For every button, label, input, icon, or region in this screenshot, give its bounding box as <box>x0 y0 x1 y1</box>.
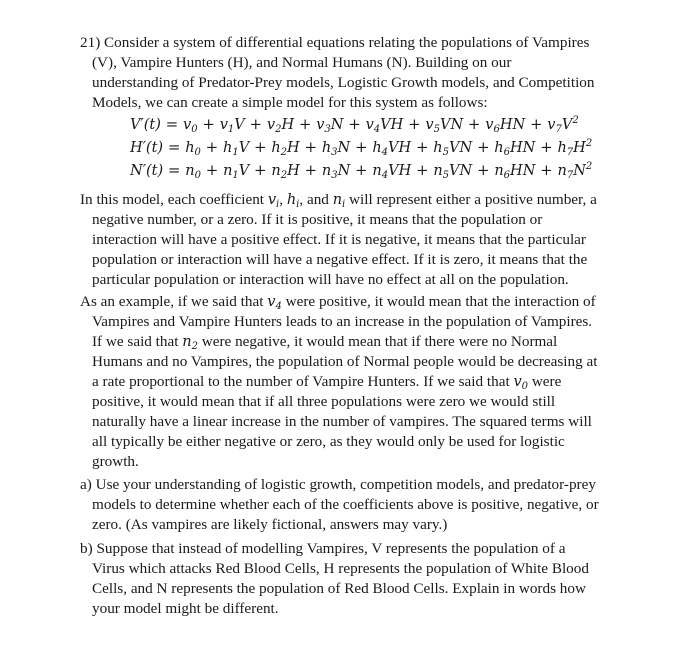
equation-h: $H'(t) = h_0 + h_1V + h_2H + h_3N + h_4VH + h_5VN + h_6HN + h_7H^2$ <box>130 138 593 158</box>
equation-v: $V'(t) = v_0 + v_1V + v_2H + v_3N + v_4VH + v_5VN + v_6HN + v_7V^2$ <box>130 115 579 135</box>
coef-line: interaction will have a positive effect. If it is negative, it means that the particular <box>92 231 586 248</box>
coef-n-symbol: $n_i$ <box>332 192 346 210</box>
example-line: Vampires and Vampire Hunters leads to an increase in the population of Vampires. <box>92 313 593 330</box>
coef-line-1: In this model, each coefficient $v_i$, $h_i$, and $n_i$ will represent either a positive number, a <box>80 191 597 210</box>
example-line: naturally have a linear increase in the number of vampires. The squared terms will <box>92 413 592 430</box>
example-line-1: As an example, if we said that $v_4$ were positive, it would mean that the interaction of <box>80 293 596 312</box>
example-line: positive, it would mean that if all three populations were zero we would still <box>92 393 556 410</box>
part-a-line: models to determine whether each of the coefficients above is positive, negative, or <box>92 496 599 513</box>
part-b-line: Virus which attacks Red Blood Cells, H represents the population of White Blood <box>92 560 589 577</box>
coef-v-symbol: $v_i$ <box>267 192 280 210</box>
math-v4: $v_4$ <box>267 294 282 312</box>
example-line-5: a rate proportional to the number of Vampire Hunters. If we said that $v_0$ were <box>92 373 562 392</box>
coef-line: particular population or interaction will have no effect at all on the population. <box>92 271 569 288</box>
part-b-line: your model might be different. <box>92 600 279 617</box>
coef-line: negative number, or a zero. If it is positive, it means that the population or <box>92 211 543 228</box>
part-b-line: b) Suppose that instead of modelling Vampires, V represents the population of a <box>80 540 566 557</box>
example-line: growth. <box>92 453 139 470</box>
part-a-line: zero. (As vampires are likely fictional, answers may vary.) <box>92 516 448 533</box>
equation-lhs: V′(t) <box>130 117 161 133</box>
intro-line: Models, we can create a simple model for this system as follows: <box>92 94 488 111</box>
equation-lhs: N′(t) <box>130 163 164 179</box>
part-b-line: Cells, and N represents the population of Red Blood Cells. Explain in words how <box>92 580 586 597</box>
intro-line: 21) Consider a system of differential equations relating the populations of Vampires <box>80 34 590 51</box>
math-n2: $n_2$ <box>182 334 198 352</box>
intro-line: understanding of Predator-Prey models, Logistic Growth models, and Competition <box>92 74 595 91</box>
coef-h-symbol: $h_i$ <box>286 192 300 210</box>
example-line: all typically be either negative or zero, as they would only be used for logistic <box>92 433 565 450</box>
math-v0: $v_0$ <box>513 374 529 392</box>
equation-lhs: H′(t) <box>130 140 164 156</box>
equation-n: $N'(t) = n_0 + n_1V + n_2H + n_3N + n_4VH + n_5VN + n_6HN + n_7N^2$ <box>130 161 593 181</box>
coef-line: population or interaction will have a negative effect. If it is zero, it means that the <box>92 251 588 268</box>
part-a-line: a) Use your understanding of logistic growth, competition models, and predator-prey <box>80 476 596 493</box>
example-line: Humans and no Vampires, the population of Normal people would be decreasing at <box>92 353 598 370</box>
intro-line: (V), Vampire Hunters (H), and Normal Humans (N). Building on our <box>92 54 512 71</box>
example-line-3: If we said that $n_2$ were negative, it would mean that if there were no Normal <box>92 333 558 352</box>
